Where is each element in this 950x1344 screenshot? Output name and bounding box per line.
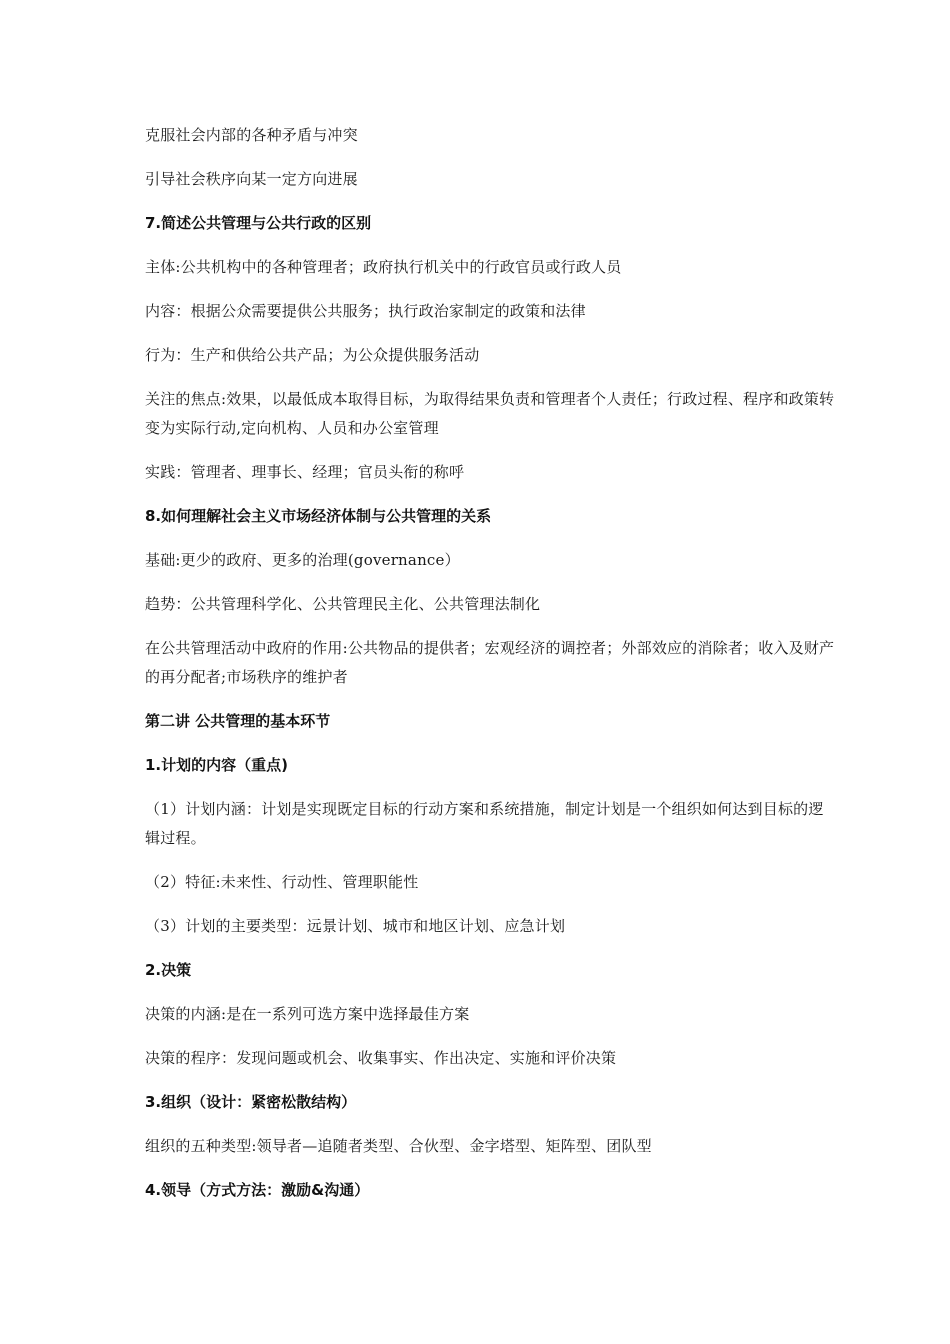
body-text: 在公共管理活动中政府的作用:公共物品的提供者；宏观经济的调控者；外部效应的消除者；收入及财产的再分配者;市场秩序的维护者: [145, 639, 835, 686]
body-text: 决策的内涵:是在一系列可选方案中选择最佳方案: [145, 1005, 470, 1023]
body-text: 决策的程序：发现问题或机会、收集事实、作出决定、实施和评价决策: [145, 1049, 617, 1067]
body-text: 引导社会秩序向某一定方向进展: [145, 170, 358, 188]
section-heading: 1.计划的内容（重点): [145, 756, 288, 774]
body-text: 实践：管理者、理事长、经理；官员头衔的称呼: [145, 463, 465, 481]
body-text: 行为：生产和供给公共产品；为公众提供服务活动: [145, 346, 480, 364]
body-text: 主体:公共机构中的各种管理者；政府执行机关中的行政官员或行政人员: [145, 258, 622, 276]
body-text: 趋势：公共管理科学化、公共管理民主化、公共管理法制化: [145, 595, 541, 613]
body-text: （3）计划的主要类型：远景计划、城市和地区计划、应急计划: [145, 917, 566, 935]
body-text: 组织的五种类型:领导者—追随者类型、合伙型、金字塔型、矩阵型、团队型: [145, 1137, 652, 1155]
document-page: [145, 121, 835, 1220]
body-text: 内容：根据公众需要提供公共服务；执行政治家制定的政策和法律: [145, 302, 586, 320]
body-text: 基础:更少的政府、更多的治理(governance）: [145, 551, 460, 569]
body-text: （2）特征:未来性、行动性、管理职能性: [145, 873, 419, 891]
section-heading: 2.决策: [145, 961, 192, 979]
section-heading: 8.如何理解社会主义市场经济体制与公共管理的关系: [145, 507, 492, 525]
chapter-heading: 第二讲 公共管理的基本环节: [145, 712, 331, 730]
body-text: 关注的焦点:效果，以最低成本取得目标，为取得结果负责和管理者个人责任；行政过程、程序和政策转变为实际行动,定向机构、人员和办公室管理: [145, 390, 835, 437]
body-text: 克服社会内部的各种矛盾与冲突: [145, 126, 358, 144]
section-heading: 4.领导（方式方法：激励&沟通）: [145, 1181, 370, 1199]
body-text: （1）计划内涵：计划是实现既定目标的行动方案和系统措施，制定计划是一个组织如何达到目标的逻辑过程。: [145, 800, 824, 847]
section-heading: 3.组织（设计：紧密松散结构）: [145, 1093, 357, 1111]
section-heading: 7.简述公共管理与公共行政的区别: [145, 214, 372, 232]
